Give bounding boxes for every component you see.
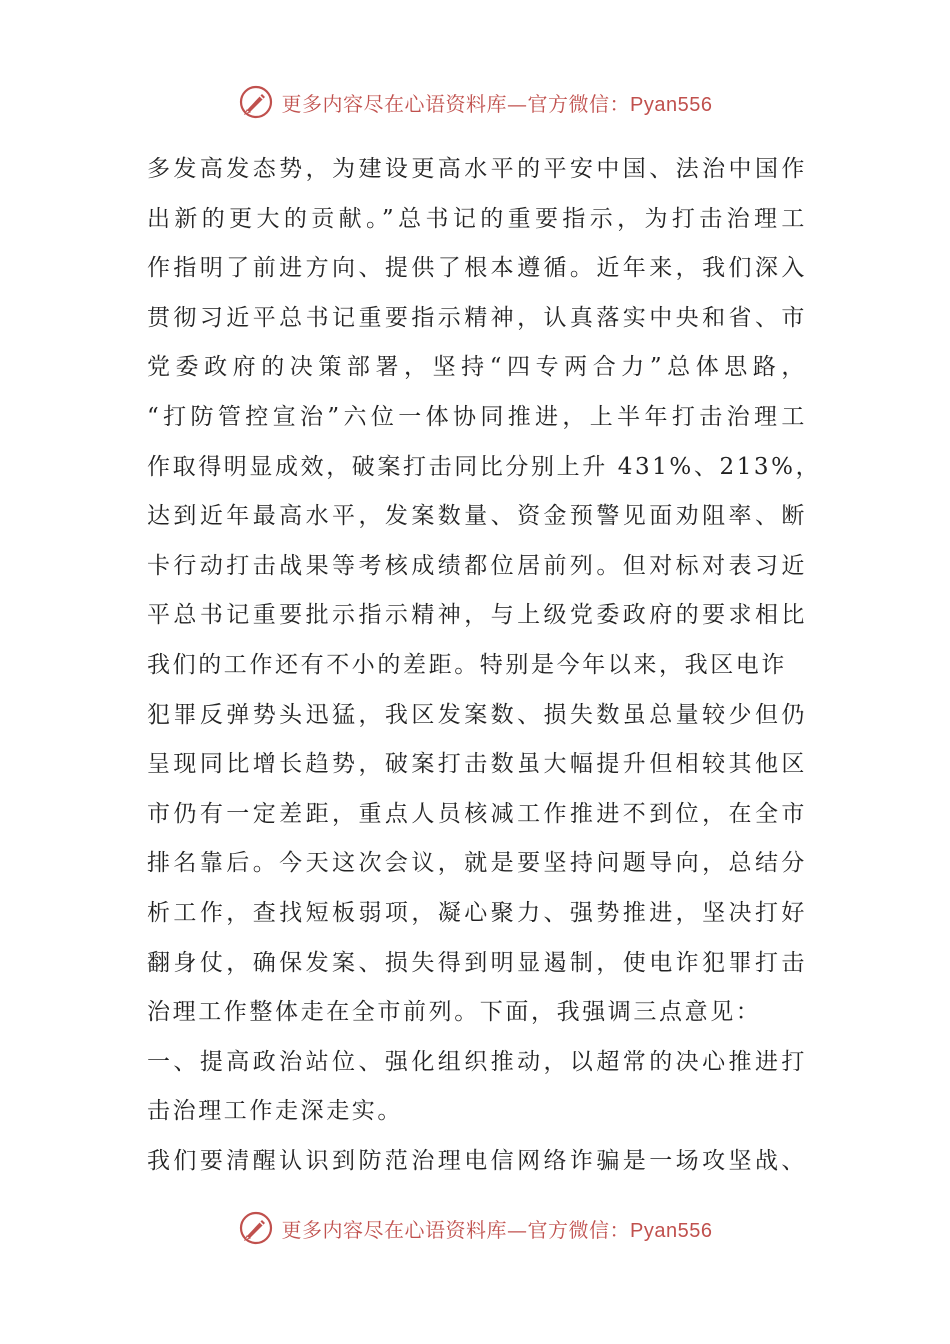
section-heading: 击治理工作走深走实。: [147, 1098, 403, 1125]
watermark-text: 更多内容尽在心语资料库—官方微信：Pyan556: [281, 91, 713, 116]
text-line: 翻身仗，确保发案、损失得到明显遏制，使电诈犯罪打击: [147, 949, 807, 976]
header-watermark-banner: [0, 82, 950, 122]
text-line: 贯彻习近平总书记重要指示精神，认真落实中央和省、市: [147, 304, 807, 331]
text-line: 犯罪反弹势头迅猛，我区发案数、损失数虽总量较少但仍: [147, 701, 807, 728]
watermark-text: 更多内容尽在心语资料库—官方微信：Pyan556: [281, 1217, 713, 1242]
pen-logo-icon: [238, 84, 274, 120]
document-body: [147, 145, 822, 1186]
pen-logo-icon: [238, 1210, 274, 1246]
section-heading: 一、提高政治站位、强化组织推动，以超常的决心推进打: [147, 1048, 807, 1075]
footer-watermark-banner: [0, 1208, 950, 1248]
text-line: 治理工作整体走在全市前列。下面，我强调三点意见：: [147, 999, 762, 1026]
text-line: 党委政府的决策部署，坚持“四专两合力”总体思路，: [147, 354, 807, 381]
text-line: 我们的工作还有不小的差距。特别是今年以来，我区电诈: [147, 651, 787, 678]
text-line: 作指明了前进方向、提供了根本遵循。近年来，我们深入: [147, 255, 807, 282]
text-line: 排名靠后。今天这次会议，就是要坚持问题导向，总结分: [147, 850, 807, 877]
text-line: 达到近年最高水平，发案数量、资金预警见面劝阻率、断: [147, 503, 807, 530]
text-line: 呈现同比增长趋势，破案打击数虽大幅提升但相较其他区: [147, 751, 807, 778]
text-line: 平总书记重要批示指示精神，与上级党委政府的要求相比: [147, 602, 807, 629]
text-line: 市仍有一定差距，重点人员核减工作推进不到位，在全市: [147, 800, 807, 827]
text-line: 析工作，查找短板弱项，凝心聚力、强势推进，坚决打好: [147, 899, 807, 926]
text-line: 我们要清醒认识到防范治理电信网络诈骗是一场攻坚战、: [147, 1147, 807, 1174]
text-line: 作取得明显成效，破案打击同比分别上升 431%、213%，: [147, 453, 822, 480]
text-line: 多发高发态势，为建设更高水平的平安中国、法治中国作: [147, 156, 807, 182]
text-line: 卡行动打击战果等考核成绩都位居前列。但对标对表习近: [147, 552, 807, 579]
text-line: 出新的更大的贡献。”总书记的重要指示，为打击治理工: [147, 205, 807, 232]
text-line: “打防管控宣治”六位一体协同推进，上半年打击治理工: [147, 403, 807, 430]
